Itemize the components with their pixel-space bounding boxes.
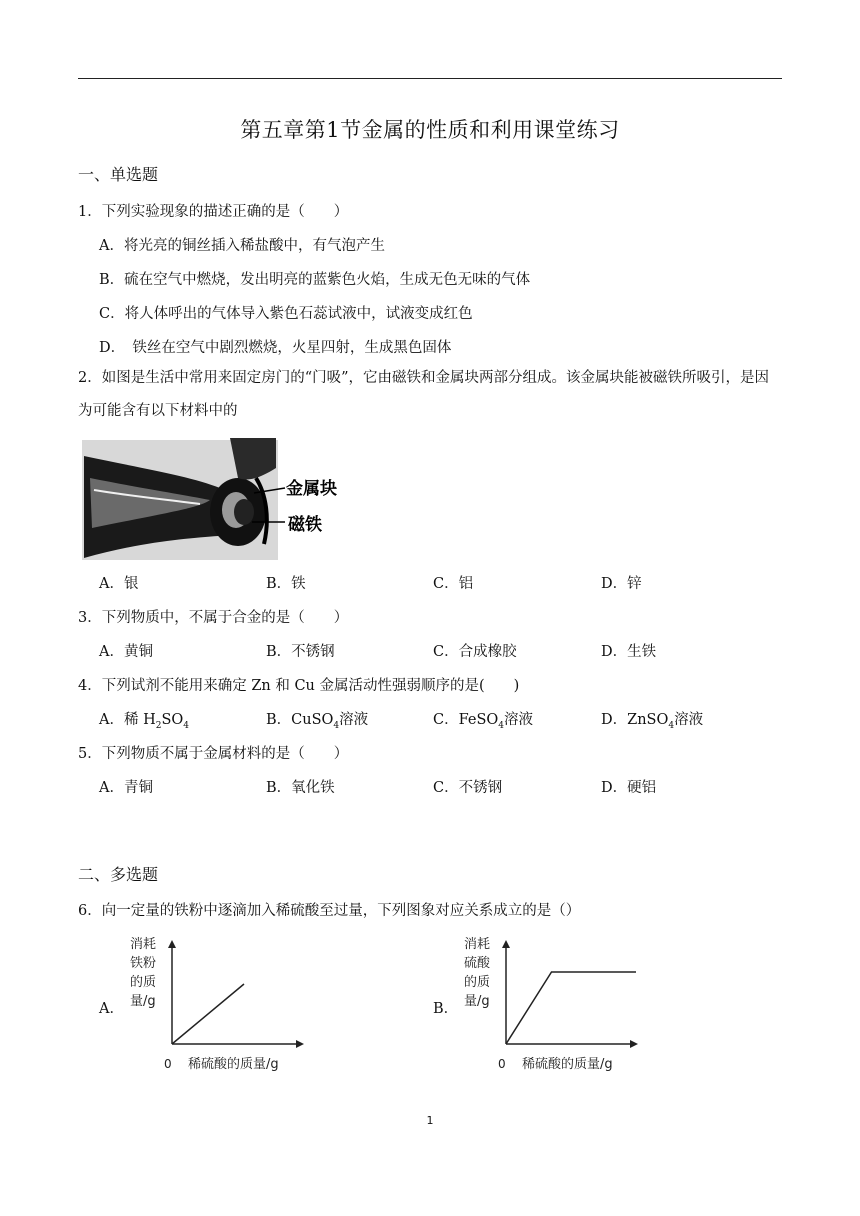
door-stopper-figure [80,438,360,566]
question-3-option-d: D．生铁 [601,644,657,660]
question-2-option-d: D．锌 [601,576,642,592]
x-axis-arrow [630,1040,638,1048]
question-2-option-b: B．铁 [266,576,306,592]
page-title: 第五章第1节金属的性质和利用课堂练习 [240,118,620,142]
question-6-stem: 6．向一定量的铁粉中逐滴加入稀硫酸至过量，下列图象对应关系成立的是（） [78,903,581,919]
y-axis-label-line: 消耗 [464,937,491,952]
figure-label-metal-block: 金属块 [286,479,337,499]
page-number: 1 [426,1114,434,1127]
x-axis-label: 稀硫酸的质量/g [522,1057,613,1072]
question-1-option-c: C．将人体呼出的气体导入紫色石蕊试液中，试液变成红色 [99,306,473,322]
question-5-option-a: A．青铜 [99,780,153,796]
question-4-option-b: B．CuSO$_4$溶液 [266,712,369,731]
x-axis-arrow [296,1040,304,1048]
origin-label: 0 [164,1057,172,1071]
question-6-chart-a [122,934,312,1082]
x-axis-label: 稀硫酸的质量/g [188,1057,279,1072]
y-axis-label-line: 量/g [130,994,156,1009]
y-axis-label-line: 的质 [464,975,491,990]
question-2-stem: 2．如图是生活中常用来固定房门的“门吸”，它由磁铁和金属块两部分组成。该金属块能被磁铁所吸引，是因为可能含有以下材料中的 [78,370,770,419]
question-6-chart-b [456,934,646,1082]
header-rule [78,78,782,79]
question-3-stem: 3．下列物质中，不属于合金的是（ ） [78,610,349,626]
question-4-option-c: C．FeSO$_4$溶液 [433,712,533,731]
question-1-option-d: D． 铁丝在空气中剧烈燃烧，火星四射，生成黑色固体 [99,340,452,356]
question-1-stem: 1．下列实验现象的描述正确的是（ ） [78,204,349,220]
series-line [506,972,636,1044]
y-axis-arrow [502,940,510,948]
section-heading-single-choice: 一、单选题 [78,165,159,184]
section-heading-multiple-choice: 二、多选题 [78,865,159,884]
y-axis-arrow [168,940,176,948]
question-5-option-b: B．氧化铁 [266,780,335,796]
y-axis-label-line: 量/g [464,994,490,1009]
figure-label-magnet: 磁铁 [288,515,322,535]
question-5-option-d: D．硬铝 [601,780,657,796]
question-4-option-d: D．ZnSO$_4$溶液 [601,712,704,731]
y-axis-label-line: 铁粉 [130,956,157,971]
question-6-option-a-label: A． [99,1001,124,1017]
question-5-stem: 5．下列物质不属于金属材料的是（ ） [78,746,349,762]
question-3-option-b: B．不锈钢 [266,644,335,660]
question-1-option-b: B．硫在空气中燃烧，发出明亮的蓝紫色火焰，生成无色无味的气体 [99,272,531,288]
question-1-option-a: A．将光亮的铜丝插入稀盐酸中，有气泡产生 [99,238,385,254]
question-2-option-c: C．铝 [433,576,474,592]
question-4-stem: 4．下列试剂不能用来确定 Zn 和 Cu 金属活动性强弱顺序的是( ) [78,678,520,694]
question-2-option-a: A．银 [99,576,139,592]
y-axis-label-line: 硫酸 [464,956,491,971]
origin-label: 0 [498,1057,506,1071]
question-4-option-a: A．稀 $H_2SO_4$ [99,712,190,731]
y-axis-label-line: 消耗 [130,937,157,952]
question-3-option-a: A．黄铜 [99,644,153,660]
question-5-option-c: C．不锈钢 [433,780,503,796]
question-3-option-c: C．合成橡胶 [433,644,517,660]
y-axis-label-line: 的质 [130,975,157,990]
question-6-option-b-label: B． [433,1001,459,1017]
series-line [172,984,244,1044]
